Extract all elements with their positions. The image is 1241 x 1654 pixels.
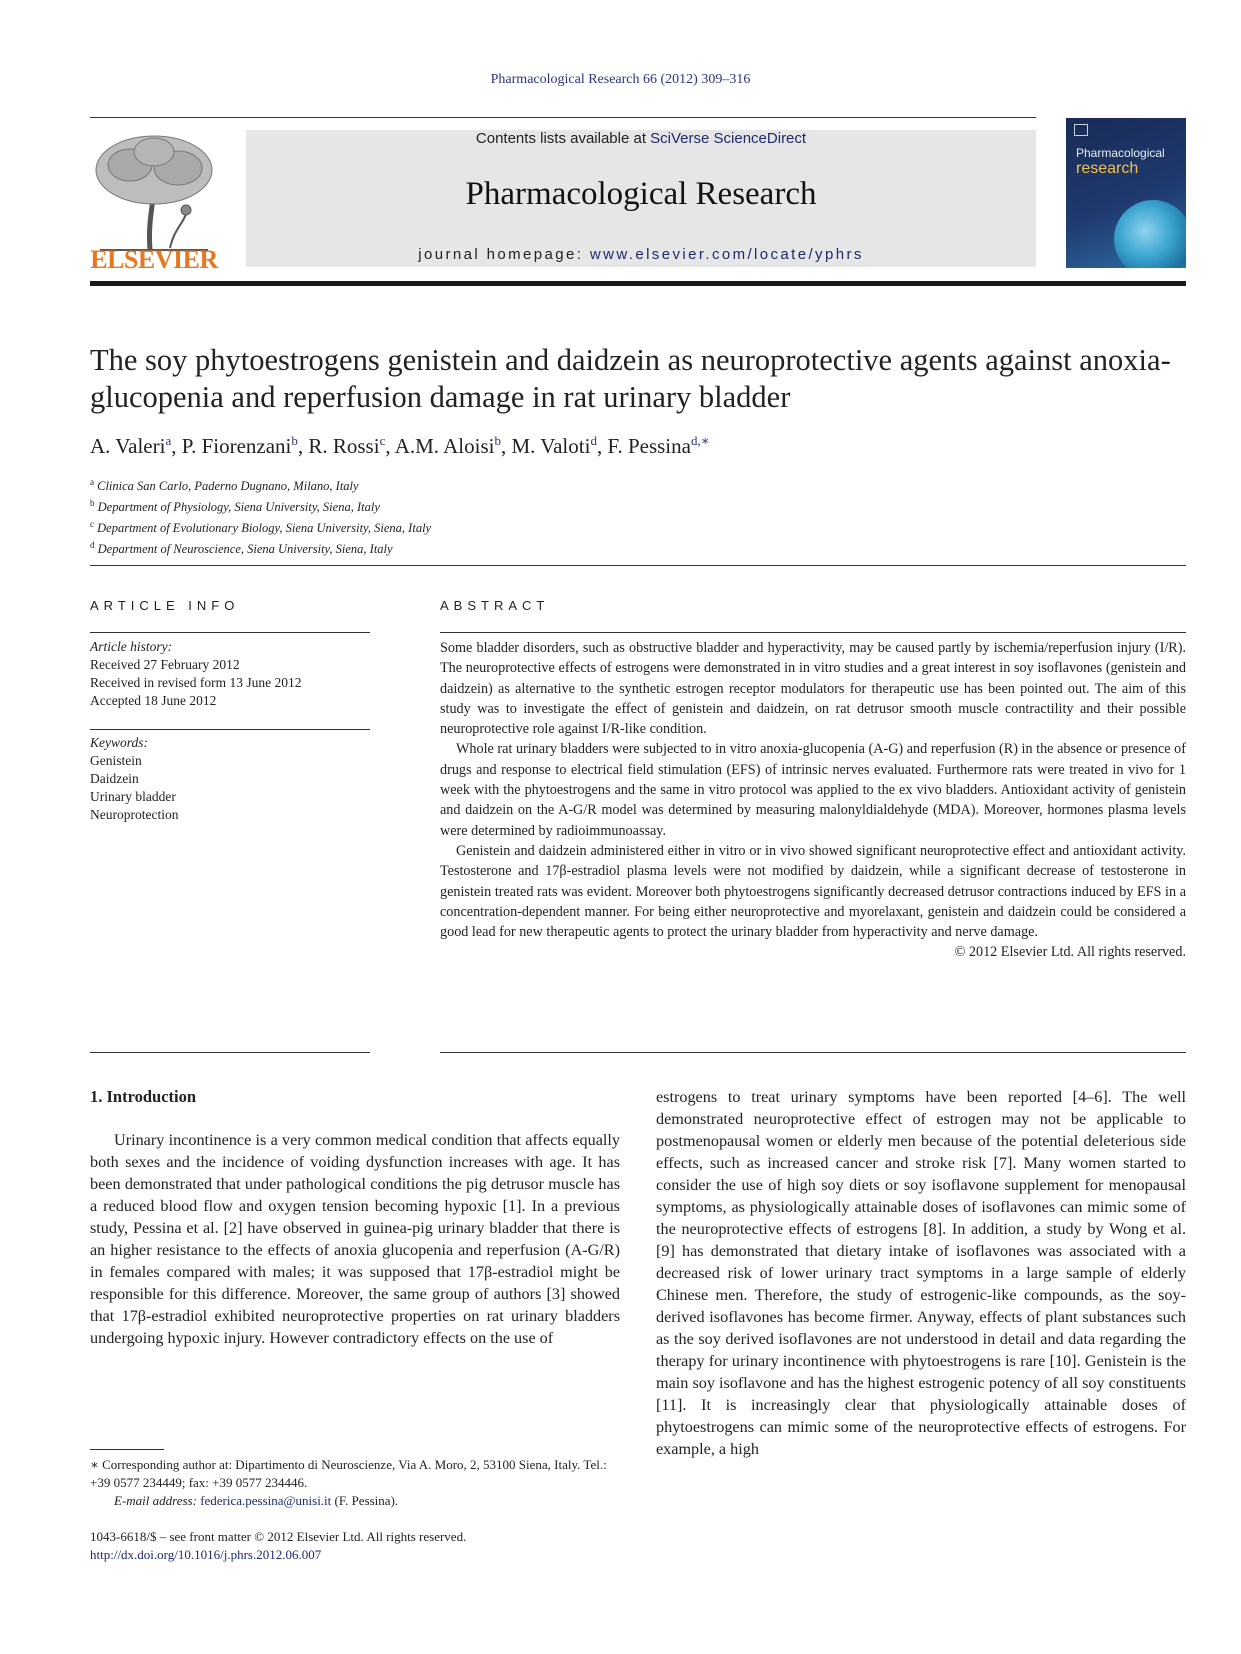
article-info-heading: ARTICLE INFO [90, 598, 240, 613]
contents-line [246, 130, 1036, 147]
body-paragraph: estrogens to treat urinary symptoms have been reported [4–6]. The well demonstrated neuroprotective effect of estrogen may not be applicable to postmenopausal women or elderly men because of the potential deleterious side effects, such as increased cancer and stroke risk [7]. Many women started to consider the use of high soy diets or soy isoflavone supplement for menopausal symptoms, as physiologically attainable doses of isoflavones can mimic some of the neuroprotective effects of estrogens [8]. In addition, a study by Wong et al. [9] has demonstrated that dietary intake of isoflavones was associated with a decreased risk of lower urinary tract symptoms in a large sample of elderly Chinese men. Therefore, the study of estrogenic-like compounds, as the soy-derived isoflavones has become firmer. Anyway, effects of plant substances such as the soy derived isoflavones are not understood in detail and data regarding the therapy for urinary incontinence with phytoestrogens is rare [10]. Genistein is the main soy isoflavone and has the highest estrogenic potency of all soy constituents [11]. It is increasingly clear that physiologically attainable doses of phytoestrogens can mimic some of the neuroprotective effects of estrogens. For example, a high [656, 1088, 1186, 1458]
journal-title: Pharmacological Research [465, 176, 817, 212]
history-label: Article history: [90, 639, 173, 654]
issn-line: 1043-6618/$ – see front matter © 2012 Elsevier Ltd. All rights reserved. [90, 1529, 467, 1544]
body-column-right [656, 1086, 1186, 1460]
author: M. Valoti$^d$, [511, 433, 608, 458]
footnote-rule [90, 1449, 164, 1450]
keyword: Daidzein [90, 771, 139, 786]
cover-title-line2: research [1076, 160, 1139, 177]
section-heading: 1. Introduction [90, 1087, 197, 1106]
abstract-rule [440, 632, 1186, 633]
corresponding-author-footnote [90, 1456, 620, 1510]
keywords-label: Keywords: [90, 735, 148, 750]
info-rule [90, 1052, 370, 1053]
elsevier-wordmark: ELSEVIER [90, 245, 218, 274]
info-rule [90, 632, 370, 633]
journal-banner [246, 130, 1036, 267]
journal-homepage [246, 246, 1036, 263]
author-sup[interactable]: b [291, 433, 298, 448]
journal-citation[interactable]: Pharmacological Research 66 (2012) 309–316 [490, 72, 751, 87]
cover-title-line1: Pharmacological [1076, 146, 1165, 160]
history-item: Received in revised form 13 June 2012 [90, 675, 302, 690]
homepage-prefix: journal homepage: [418, 246, 590, 263]
abstract-paragraph: Genistein and daidzein administered either in vitro or in vivo showed significant neuroprotective effect and antioxidant activity. Testosterone and 17β-estradiol plasma levels were not modified by daidzein, while a significant decrease of testosterone in genistein treated rats was evident. Moreover both phytoestrogens significantly decreased detrusor contractions induced by EFS in a concentration-dependent manner. For being either neuroprotective and myorelaxant, genistein and daidzein could be considered a good lead for new therapeutic agents to protect the urinary bladder from hyperactivity and nerve damage. [440, 842, 1186, 941]
abstract-paragraph: Some bladder disorders, such as obstructive bladder and hyperactivity, may be caused partly by ischemia/reperfusion injury (I/R). The neuroprotective effects of estrogens were demonstrated in in vitro studies and a great interest in soy isoflavones (genistein and daidzein) as alternative to the synthetic estrogen receptor modulators for therapeutic use has been pointed out. The aim of this study was to investigate the effect of genistein and daidzein, on rat detrusor smooth muscle contractility and their possible neuroprotective role against I/R-like condition. [440, 640, 1186, 738]
article-history [90, 638, 301, 710]
author: R. Rossi$^c$, [308, 433, 395, 458]
front-matter [90, 1528, 466, 1564]
author-sup[interactable]: d [590, 433, 597, 448]
cover-graphic [1114, 200, 1186, 268]
footnote-email-line [90, 1492, 620, 1510]
author-sup[interactable]: b [494, 433, 501, 448]
homepage-link[interactable]: www.elsevier.com/locate/yphrs [589, 246, 864, 263]
author: A. Valeri$^a$, [90, 433, 182, 458]
email-suffix: (F. Pessina). [331, 1493, 399, 1508]
article-title: The soy phytoestrogens genistein and daidzein as neuroprotective agents against anoxia-glucopenia and reperfusion damage in rat urinary bladder [90, 343, 1171, 414]
keyword-list [90, 734, 178, 824]
abstract-heading: ABSTRACT [440, 598, 550, 613]
journal-cover-image [1066, 118, 1186, 268]
body-column-left [90, 1086, 620, 1349]
section-rule [90, 565, 1186, 566]
keyword: Genistein [90, 753, 142, 768]
affiliation-list [90, 474, 431, 559]
affiliation: $^a$ Clinica San Carlo, Paderno Dugnano, Milano, Italy [90, 477, 359, 494]
doi-link[interactable]: http://dx.doi.org/10.1016/j.phrs.2012.06.007 [90, 1547, 322, 1562]
author-sup[interactable]: c [379, 433, 386, 448]
cover-logo-icon [1074, 124, 1088, 136]
email-link[interactable]: federica.pessina@unisi.it [200, 1493, 332, 1508]
author-sup[interactable]: a [165, 433, 172, 448]
author: P. Fiorenzani$^b$, [181, 433, 309, 458]
info-rule [90, 729, 370, 730]
sciencedirect-link[interactable]: SciVerse ScienceDirect [650, 130, 807, 147]
header-thick-rule [90, 281, 1186, 286]
affiliation: $^c$ Department of Evolutionary Biology, Siena University, Siena, Italy [90, 519, 432, 536]
author-sup[interactable]: d,∗ [690, 433, 710, 448]
keyword: Urinary bladder [90, 789, 176, 804]
author: A.M. Aloisi$^b$, [394, 433, 512, 458]
footnote-text: ∗ Corresponding author at: Dipartimento di Neuroscienze, Via A. Moro, 2, 53100 Siena, Italy. Tel.: +39 0577 234449; fax: +39 0577 234446. [90, 1457, 607, 1490]
abstract-rule [440, 1052, 1186, 1053]
header-rule [90, 117, 1036, 118]
history-item: Received 27 February 2012 [90, 657, 240, 672]
body-paragraph: Urinary incontinence is a very common medical condition that affects equally both sexes and the incidence of voiding dysfunction increases with age. It has been demonstrated that under pathological conditions the pig detrusor muscle has a reduced blood flow and oxygen tension becoming hypoxic [1]. In a previous study, Pessina et al. [2] have observed in guinea-pig urinary bladder that there is an higher resistance to the effects of anoxia glucopenia and reperfusion (A-G/R) in females compared with males; it was supposed that 17β-estradiol might be responsible for this difference. Moreover, the same group of authors [3] showed that 17β-estradiol exhibited neuroprotective properties on rat urinary bladders undergoing hypoxic injury. However contradictory effects on the use of [90, 1131, 620, 1347]
keyword: Neuroprotection [90, 807, 179, 822]
author-list [90, 433, 710, 459]
contents-prefix: Contents lists available at [475, 130, 651, 147]
affiliation: $^b$ Department of Physiology, Siena University, Siena, Italy [90, 498, 380, 515]
abstract-paragraph: Whole rat urinary bladders were subjected to in vitro anoxia-glucopenia (A-G) and reperfusion (R) in the absence or presence of drugs and response to electrical field stimulation (EFS) of intrinsic nerves evaluated. Furthermore rats were treated in vivo for 1 week with the phytoestrogens and the same in vitro protocol was applied to the ex vivo bladders. Antioxidant activity of genistein and daidzein on the A-G/R model was determined by measuring malonyldialdehyde (MDA). Moreover, hormones plasma levels were determined by radioimmunoassay. [440, 741, 1186, 839]
abstract-copyright: © 2012 Elsevier Ltd. All rights reserved. [954, 944, 1186, 961]
author: F. Pessina$^{d,∗}$ [607, 433, 710, 458]
history-item: Accepted 18 June 2012 [90, 693, 217, 708]
affiliation: $^d$ Department of Neuroscience, Siena University, Siena, Italy [90, 540, 393, 557]
email-label: E-mail address: [114, 1493, 197, 1508]
abstract-text [440, 638, 1186, 963]
